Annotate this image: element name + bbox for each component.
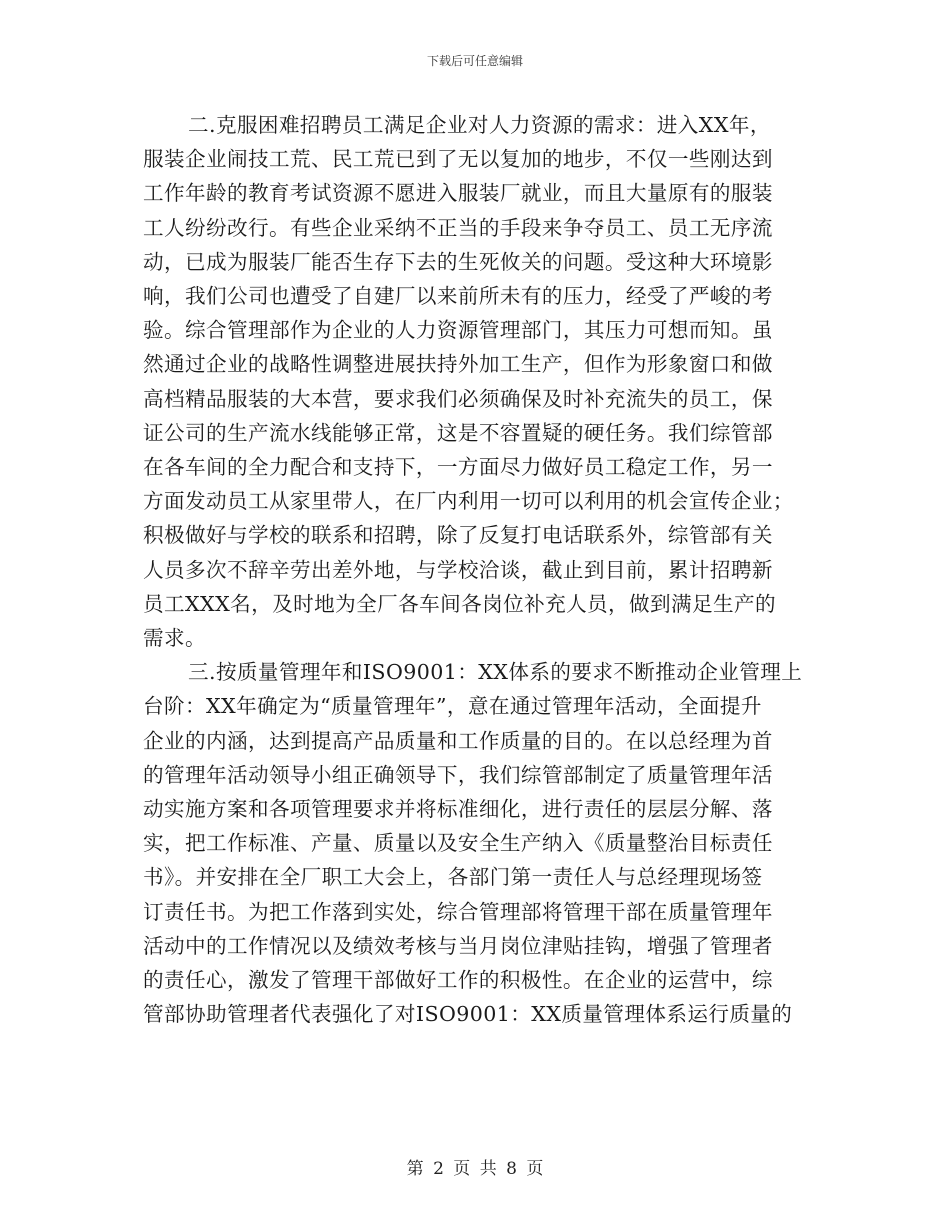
text-line: 人员多次不辞辛劳出差外地，与学校洽谈，截止到目前，累计招聘新: [143, 557, 773, 582]
text-line: 的管理年活动领导小组正确领导下，我们综管部制定了质量管理年活: [143, 762, 773, 787]
text-line: 方面发动员工从家里带人，在厂内利用一切可以利用的机会宣传企业；: [143, 489, 794, 514]
text-line: 积极做好与学校的联系和招聘，除了反复打电话联系外，综管部有关: [143, 523, 773, 548]
text-line: 书》。并安排在全厂职工大会上，各部门第一责任人与总经理现场签: [143, 865, 763, 890]
text-line: 台阶：XX年确定为“质量管理年”，意在通过管理年活动，全面提升: [143, 694, 762, 719]
text-line: 管部协助管理者代表强化了对ISO9001：XX质量管理体系运行质量的: [143, 1002, 793, 1027]
document-body: [143, 108, 807, 1031]
page-number: 第 2 页 共 8 页: [406, 1159, 544, 1179]
text-line: 二.克服困难招聘员工满足企业对人力资源的需求：进入XX年，: [188, 113, 771, 137]
text-line: 员工XXX名，及时地为全厂各车间各岗位补充人员，做到满足生产的: [143, 591, 777, 616]
text-line: 工人纷纷改行。有些企业采纳不正当的手段来争夺员工、员工无序流: [143, 215, 773, 240]
text-line: 活动中的工作情况以及绩效考核与当月岗位津贴挂钩，增强了管理者: [143, 933, 773, 958]
text-line: 响，我们公司也遭受了自建厂以来前所未有的压力，经受了严峻的考: [143, 284, 773, 309]
text-line: 高档精品服装的大本营，要求我们必须确保及时补充流失的员工，保: [143, 386, 773, 411]
text-line: 工作年龄的教育考试资源不愿进入服装厂就业，而且大量原有的服装: [143, 181, 773, 206]
text-line: 在各车间的全力配合和支持下，一方面尽力做好员工稳定工作，另一: [143, 455, 773, 480]
text-line: 的责任心，激发了管理干部做好工作的积极性。在企业的运营中，综: [143, 968, 773, 993]
text-line: 需求。: [143, 626, 206, 651]
text-line: 三.按质量管理年和ISO9001：XX体系的要求不断推动企业管理上: [188, 660, 803, 685]
text-line: 企业的内涵，达到提高产品质量和工作质量的目的。在以总经理为首: [143, 728, 773, 753]
text-line: 然通过企业的战略性调整进展扶持外加工生产，但作为形象窗口和做: [143, 352, 773, 377]
text-line: 动，已成为服装厂能否生存下去的生死攸关的问题。受这种大环境影: [143, 249, 773, 274]
text-line: 验。综合管理部作为企业的人力资源管理部门，其压力可想而知。虽: [143, 318, 773, 343]
text-line: 动实施方案和各项管理要求并将标准细化，进行责任的层层分解、落: [143, 797, 773, 822]
text-line: 实，把工作标准、产量、质量以及安全生产纳入《质量整治目标责任: [143, 831, 773, 856]
paragraph-recruitment: [143, 108, 807, 655]
text-line: 服装企业闹技工荒、民工荒已到了无以复加的地步，不仅一些刚达到: [143, 147, 773, 172]
paragraph-quality-management: [143, 655, 807, 1031]
text-line: 订责任书。为把工作落到实处，综合管理部将管理干部在质量管理年: [143, 899, 773, 924]
text-line: 证公司的生产流水线能够正常，这是不容置疑的硬任务。我们综管部: [143, 420, 773, 445]
page-header: 下载后可任意编辑: [426, 54, 523, 68]
